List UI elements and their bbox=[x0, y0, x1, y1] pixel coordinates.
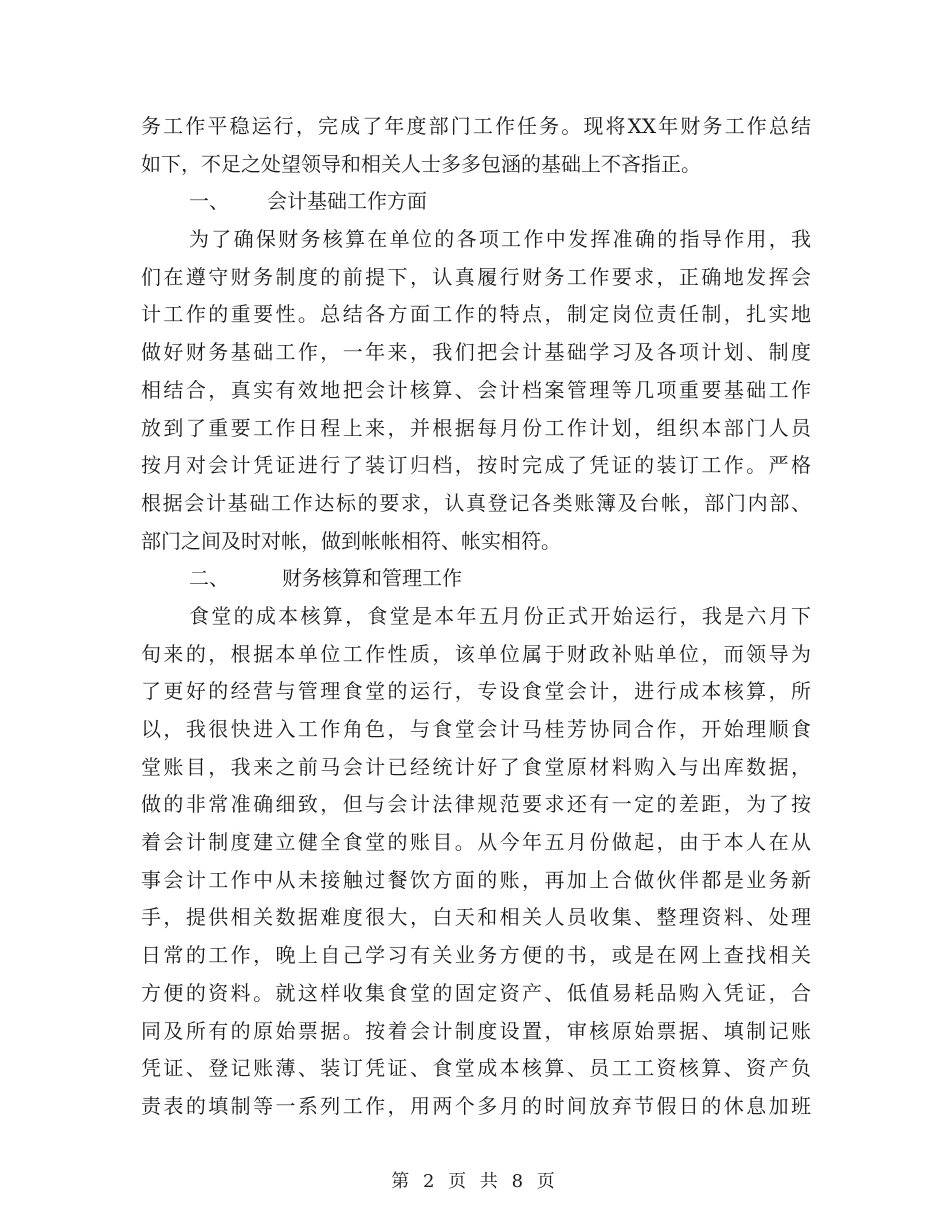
body-line: 们在遵守财务制度的前提下，认真履行财务工作要求，正确地发挥会 bbox=[141, 264, 811, 289]
section-title: 会计基础工作方面 bbox=[267, 189, 427, 214]
page-footer bbox=[0, 1170, 950, 1194]
body-line: 同及所有的原始票据。按着会计制度设置，审核原始票据、填制记账 bbox=[141, 1018, 811, 1043]
body-line: 凭证、登记账薄、装订凭证、食堂成本核算、员工工资核算、资产负 bbox=[141, 1056, 811, 1081]
document-body bbox=[141, 108, 811, 1126]
body-line: 堂账目，我来之前马会计已经统计好了食堂原材料购入与出库数据， bbox=[141, 754, 811, 779]
section-number: 一、 bbox=[189, 189, 229, 214]
body-line: 根据会计基础工作达标的要求，认真登记各类账簿及台帐，部门内部、 bbox=[141, 490, 811, 515]
body-line: 事会计工作中从未接触过餐饮方面的账，再加上合做伙伴都是业务新 bbox=[141, 867, 811, 892]
body-line: 按月对会计凭证进行了装订归档，按时完成了凭证的装订工作。严格 bbox=[141, 453, 811, 478]
body-line: 了更好的经营与管理食堂的运行，专设食堂会计，进行成本核算，所 bbox=[141, 679, 811, 704]
section-number: 二、 bbox=[189, 566, 229, 591]
body-line: 食堂的成本核算，食堂是本年五月份正式开始运行，我是六月下 bbox=[189, 603, 811, 628]
body-line: 责表的填制等一系列工作，用两个多月的时间放弃节假日的休息加班 bbox=[141, 1093, 811, 1118]
body-line: 方便的资料。就这样收集食堂的固定资产、低值易耗品购入凭证，合 bbox=[141, 980, 811, 1005]
section-heading bbox=[141, 560, 811, 598]
body-line: 为了确保财务核算在单位的各项工作中发挥准确的指导作用，我 bbox=[189, 227, 811, 252]
page-number: 第 2 页 共 8 页 bbox=[391, 1171, 559, 1192]
body-line: 以，我很快进入工作角色，与食堂会计马桂芳协同合作，开始理顺食 bbox=[141, 717, 811, 741]
body-line: 做的非常准确细致，但与会计法律规范要求还有一定的差距，为了按 bbox=[141, 792, 811, 817]
body-line: 务工作平稳运行，完成了年度部门工作任务。现将XX年财务工作总结 bbox=[141, 114, 811, 138]
body-line: 做好财务基础工作，一年来，我们把会计基础学习及各项计划、制度 bbox=[141, 340, 811, 365]
body-line: 手，提供相关数据难度很大，白天和相关人员收集、整理资料、处理 bbox=[141, 905, 811, 930]
body-line: 计工作的重要性。总结各方面工作的特点，制定岗位责任制，扎实地 bbox=[141, 302, 811, 327]
body-line: 着会计制度建立健全食堂的账目。从今年五月份做起，由于本人在从 bbox=[141, 830, 811, 855]
body-line: 旬来的，根据本单位工作性质，该单位属于财政补贴单位，而领导为 bbox=[141, 641, 811, 666]
body-line: 相结合，真实有效地把会计核算、会计档案管理等几项重要基础工作 bbox=[141, 377, 811, 402]
section-heading bbox=[141, 183, 811, 221]
body-line: 放到了重要工作日程上来，并根据每月份工作计划，组织本部门人员 bbox=[141, 415, 811, 440]
section-title: 财务核算和管理工作 bbox=[282, 566, 462, 591]
body-line: 部门之间及时对帐，做到帐帐相符、帐实相符。 bbox=[141, 528, 561, 553]
body-line: 日常的工作，晚上自己学习有关业务方便的书，或是在网上查找相关 bbox=[141, 943, 811, 968]
body-line: 如下，不足之处望领导和相关人士多多包涵的基础上不吝指正。 bbox=[141, 151, 701, 176]
